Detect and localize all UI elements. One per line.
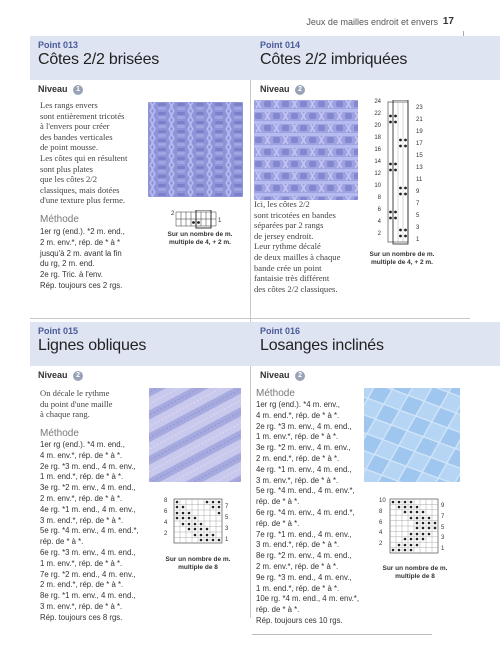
level-badge: 2 — [73, 371, 83, 381]
pattern-title: Lignes obliques — [38, 337, 147, 354]
pattern-number: Point 015 — [38, 326, 79, 336]
level-label: Niveau — [260, 84, 290, 94]
pattern-number: Point 016 — [260, 326, 301, 336]
pattern-013-chart — [170, 210, 222, 230]
chart-row-label: 2 — [164, 531, 168, 537]
chart-row-label: 1 — [225, 537, 229, 543]
level-label: Niveau — [260, 370, 290, 380]
chart-row-label: 10 — [374, 183, 381, 189]
page-number: 17 — [442, 16, 454, 27]
chart-row-label: 3 — [225, 526, 229, 532]
chart-row-label: 2 — [379, 541, 383, 548]
pattern-016-chart-caption: Sur un nombre de m. multiple de 8 — [382, 565, 448, 580]
level-label: Niveau — [38, 84, 68, 94]
chart-row-label: 3 — [416, 225, 420, 231]
row-divider — [30, 318, 470, 319]
pattern-title: Losanges inclinés — [260, 337, 384, 354]
pattern-015-swatch — [149, 388, 241, 482]
chart-row-label: 1 — [441, 546, 445, 553]
pattern-013-description: Les rangs envers sont entièrement tricotés à l'envers pour créer des bandes verticales de point mousse. Les côtes qui en résultent sont plus plates que les côtes 2/2 classiques, mais dotées d'une texture plus ferme. — [40, 100, 128, 206]
pattern-015-description: On décale le rythme du point d'une maille à chaque rang. — [40, 388, 113, 420]
pattern-015-chart — [172, 497, 228, 547]
chart-row-label: 21 — [416, 117, 423, 123]
pattern-013-method: 1er rg (end.). *2 m. end., 2 m. env.*, rép. de * à * jusqu'à 2 m. avant la fin du rg, 2 m. end. 2e rg. Tric. à l'env. Rép. toujours ces 2 rgs. — [40, 227, 125, 290]
chart-row-label: 3 — [441, 535, 445, 542]
pattern-014-chart-caption: Sur un nombre de m. multiple de 4, + 2 m. — [369, 251, 435, 266]
chart-row-label: 15 — [416, 153, 423, 159]
pattern-014-swatch — [254, 100, 358, 200]
pattern-013-method-title: Méthode — [40, 214, 79, 225]
level-badge: 2 — [295, 85, 305, 95]
level-row — [38, 84, 278, 100]
chart-row-label: 4 — [164, 520, 168, 526]
chart-row-label: 6 — [164, 509, 168, 515]
pattern-014-description: Ici, les côtes 2/2 sont tricotées en bandes séparées par 2 rangs de jersey endroit. Leur rythme décalé de deux mailles à chaque bande crée un point fantaisie très différent des côtes 2/2 classiques. — [254, 199, 341, 294]
chart-row-label: 7 — [416, 201, 420, 207]
chart-row-label: 5 — [225, 515, 229, 521]
chart-row-label: 8 — [377, 195, 381, 201]
chart-row-label: 14 — [374, 159, 381, 165]
pattern-header — [30, 322, 278, 366]
pattern-013-swatch — [148, 102, 243, 197]
chart-row-label: 20 — [374, 123, 381, 129]
pattern-016-method-title: Méthode — [256, 388, 295, 399]
pattern-013-chart-caption: Sur un nombre de m. multiple de 4, + 2 m. — [167, 231, 233, 246]
pattern-header — [252, 36, 500, 80]
pattern-013 — [30, 36, 278, 100]
pattern-title: Côtes 2/2 imbriquées — [260, 51, 408, 68]
chart-row-label: 6 — [379, 519, 383, 526]
chart-row-label: 16 — [374, 147, 381, 153]
level-row — [260, 84, 500, 100]
level-badge: 1 — [73, 85, 83, 95]
pattern-016-swatch — [364, 388, 460, 482]
pattern-015-left-row-labels — [164, 498, 172, 542]
chart-row-label: 5 — [416, 213, 420, 219]
chart-row-label: 24 — [374, 99, 381, 105]
pattern-016-left-row-labels — [379, 498, 388, 552]
chart-row-label: 10 — [379, 498, 386, 504]
chart-row-label: 4 — [379, 530, 383, 537]
chart-row-label: 1 — [218, 218, 222, 224]
chart-row-label: 7 — [441, 513, 445, 520]
chart-row-label: 11 — [416, 177, 423, 183]
chart-row-label: 2 — [171, 211, 175, 217]
chart-row-label: 9 — [416, 189, 420, 195]
chart-row-label: 8 — [164, 498, 168, 504]
chart-row-label: 5 — [441, 524, 445, 531]
chart-row-label: 9 — [441, 503, 445, 509]
pattern-title: Côtes 2/2 brisées — [38, 51, 160, 68]
chart-row-label: 2 — [377, 231, 381, 237]
chart-row-label: 12 — [374, 171, 381, 177]
pattern-number: Point 013 — [38, 40, 79, 50]
chart-row-label: 13 — [416, 165, 423, 171]
chart-row-label: 1 — [416, 237, 420, 243]
pattern-015-method-title: Méthode — [40, 428, 79, 439]
chart-row-label: 4 — [377, 219, 381, 225]
bottom-rule — [252, 634, 432, 635]
pattern-015-right-row-labels — [225, 504, 233, 548]
level-label: Niveau — [38, 370, 68, 380]
chart-row-label: 6 — [377, 207, 381, 213]
chart-row-label: 23 — [416, 105, 423, 111]
pattern-016-right-row-labels — [441, 503, 449, 557]
level-badge: 2 — [295, 371, 305, 381]
pattern-016-chart — [388, 497, 444, 557]
pattern-014-right-row-labels — [416, 105, 428, 249]
pattern-015 — [30, 322, 278, 386]
chart-row-label: 8 — [379, 508, 383, 515]
pattern-014 — [252, 36, 500, 100]
pattern-015-method: 1er rg (end.). *4 m. end., 4 m. env.*, rép. de * à *. 2e rg. *3 m. end., 4 m. env., 1 m. end.*, rép. de * à *. 3e rg. *2 m. env., 4 m. end., 2 m. env.*, rép. de * à *. 4e rg. *1 m. end., 4 m. env., 3 m. end.*, rép. de * à *. 5e rg. *4 m. env., 4 m. end.*, rép. de * à *. 6e rg. *3 m. env., 4 m. end., 1 m. env.*, rép. de * à *. 7e rg. *2 m. end., 4 m. env., 2 m. end.*, rép. de * à *. 8e rg. *1 m. env., 4 m. end., 3 m. env.*, rép. de * à *. Rép. toujours ces 8 rgs. — [40, 440, 139, 622]
pattern-number: Point 014 — [260, 40, 301, 50]
chart-row-label: 17 — [416, 141, 423, 147]
chart-row-label: 18 — [374, 135, 381, 141]
pattern-header — [252, 322, 500, 366]
running-title: Jeux de mailles endroit et envers — [306, 17, 438, 27]
pattern-014-left-row-labels — [369, 99, 381, 243]
pattern-016-method: 1er rg (end.). *4 m. env., 4 m. end.*, rép. de * à *. 2e rg. *3 m. env., 4 m. end., 1 m. env.*, rép. de * à *. 3e rg. *2 m. env., 4 m. env., 2 m. end.*, rép. de * à *. 4e rg. *1 m. env., 4 m. end., 3 m. env.*, rép. de * à *. 5e rg. *4 m. end., 4 m. env.*, rép. de * à *. 6e rg. *4 m. env., 4 m. end.*, rép. de * à *. 7e rg. *1 m. end., 4 m. env., 3 m. end.*, rép. de * à *. 8e rg. *2 m. env., 4 m. end., 2 m. env.*, rép. de * à *. 9e rg. *3 m. end., 4 m. env., 1 m. end.*, rép. de * à *. 10e rg. *4 m. end., 4 m. env.*, rép. de * à *. Rép. toujours ces 10 rgs. — [256, 400, 360, 625]
pattern-014-chart — [381, 100, 415, 246]
pattern-016 — [252, 322, 500, 386]
level-row — [38, 370, 278, 386]
chart-row-label: 19 — [416, 129, 423, 135]
pattern-header — [30, 36, 278, 80]
level-row — [260, 370, 500, 386]
chart-row-label: 7 — [225, 504, 229, 510]
running-head — [0, 17, 500, 31]
pattern-015-chart-caption: Sur un nombre de m. multiple de 8 — [165, 556, 231, 571]
chart-row-label: 22 — [374, 111, 381, 117]
